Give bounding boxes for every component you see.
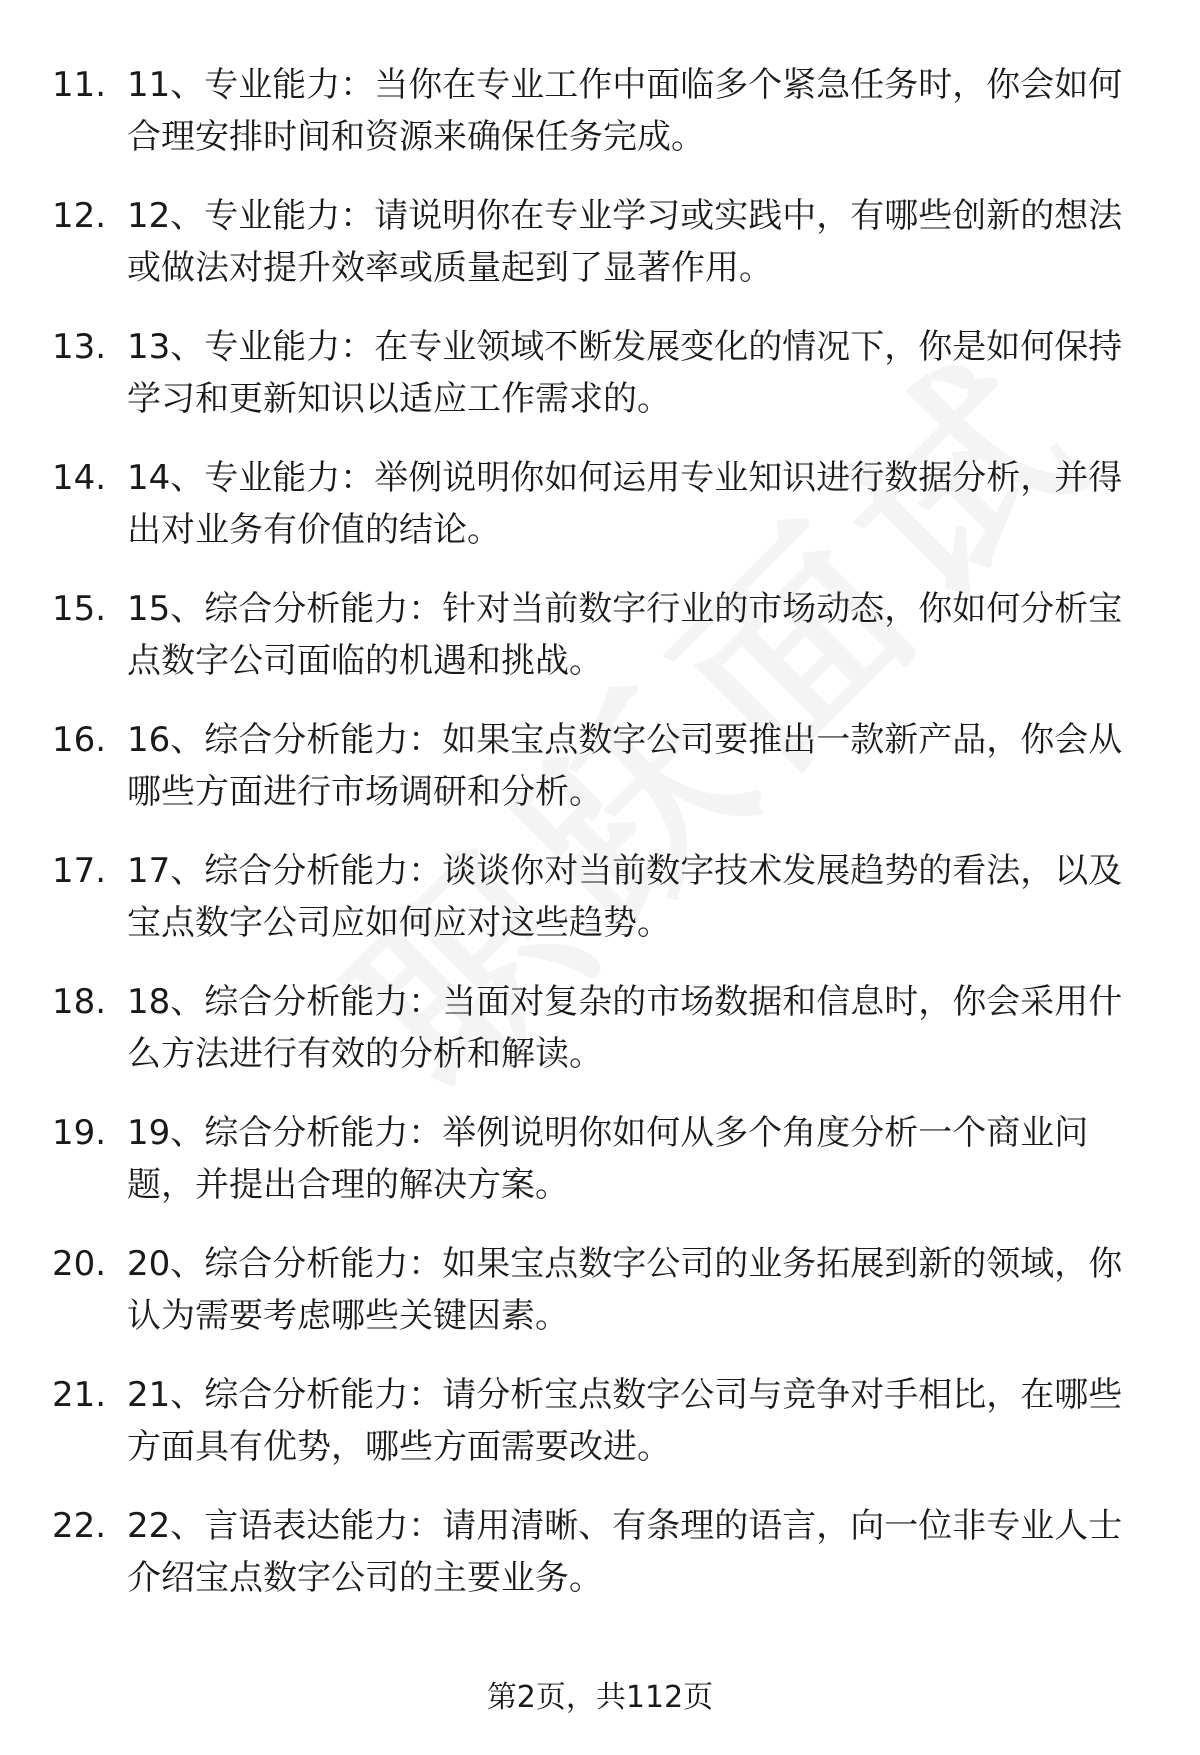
page-footer: 第2页，共112页 bbox=[486, 1680, 714, 1715]
list-item bbox=[0, 321, 1200, 452]
list-item bbox=[0, 976, 1200, 1107]
item-text: 17、综合分析能力：谈谈你对当前数字技术发展趋势的看法，以及宝点数字公司应如何应对这些趋势。 bbox=[127, 851, 1123, 943]
item-text: 19、综合分析能力：举例说明你如何从多个角度分析一个商业问题，并提出合理的解决方案。 bbox=[127, 1113, 1089, 1205]
item-number: 12. bbox=[52, 196, 107, 236]
list-item bbox=[0, 452, 1200, 583]
item-number: 13. bbox=[52, 327, 107, 367]
list-item bbox=[0, 59, 1200, 190]
item-number: 15. bbox=[52, 589, 107, 629]
item-number: 21. bbox=[52, 1375, 107, 1415]
item-text: 22、言语表达能力：请用清晰、有条理的语言，向一位非专业人士介绍宝点数字公司的主要业务。 bbox=[127, 1506, 1123, 1598]
list-item bbox=[0, 1107, 1200, 1238]
item-text: 14、专业能力：举例说明你如何运用专业知识进行数据分析，并得出对业务有价值的结论。 bbox=[127, 458, 1123, 550]
item-number: 19. bbox=[52, 1113, 107, 1153]
list-item bbox=[0, 190, 1200, 321]
list-item bbox=[0, 845, 1200, 976]
item-text: 12、专业能力：请说明你在专业学习或实践中，有哪些创新的想法或做法对提升效率或质量起到了显著作用。 bbox=[127, 196, 1123, 288]
list-item bbox=[0, 714, 1200, 845]
item-text: 18、综合分析能力：当面对复杂的市场数据和信息时，你会采用什么方法进行有效的分析和解读。 bbox=[127, 982, 1123, 1074]
item-number: 20. bbox=[52, 1244, 107, 1284]
item-number: 22. bbox=[52, 1506, 107, 1546]
item-text: 16、综合分析能力：如果宝点数字公司要推出一款新产品，你会从哪些方面进行市场调研和分析。 bbox=[127, 720, 1123, 812]
item-number: 16. bbox=[52, 720, 107, 760]
list-item bbox=[0, 1238, 1200, 1369]
item-text: 20、综合分析能力：如果宝点数字公司的业务拓展到新的领域，你认为需要考虑哪些关键因素。 bbox=[127, 1244, 1123, 1336]
list-item bbox=[0, 1369, 1200, 1500]
item-number: 17. bbox=[52, 851, 107, 891]
item-number: 11. bbox=[52, 65, 107, 105]
item-text: 15、综合分析能力：针对当前数字行业的市场动态，你如何分析宝点数字公司面临的机遇和挑战。 bbox=[127, 589, 1123, 681]
list-item bbox=[0, 583, 1200, 714]
list-item bbox=[0, 1500, 1200, 1631]
item-number: 14. bbox=[52, 458, 107, 498]
item-number: 18. bbox=[52, 982, 107, 1022]
item-text: 11、专业能力：当你在专业工作中面临多个紧急任务时，你会如何合理安排时间和资源来确保任务完成。 bbox=[127, 65, 1123, 157]
item-text: 13、专业能力：在专业领域不断发展变化的情况下，你是如何保持学习和更新知识以适应工作需求的。 bbox=[127, 327, 1123, 419]
question-list bbox=[0, 59, 1200, 1631]
item-text: 21、综合分析能力：请分析宝点数字公司与竞争对手相比，在哪些方面具有优势，哪些方面需要改进。 bbox=[127, 1375, 1123, 1467]
